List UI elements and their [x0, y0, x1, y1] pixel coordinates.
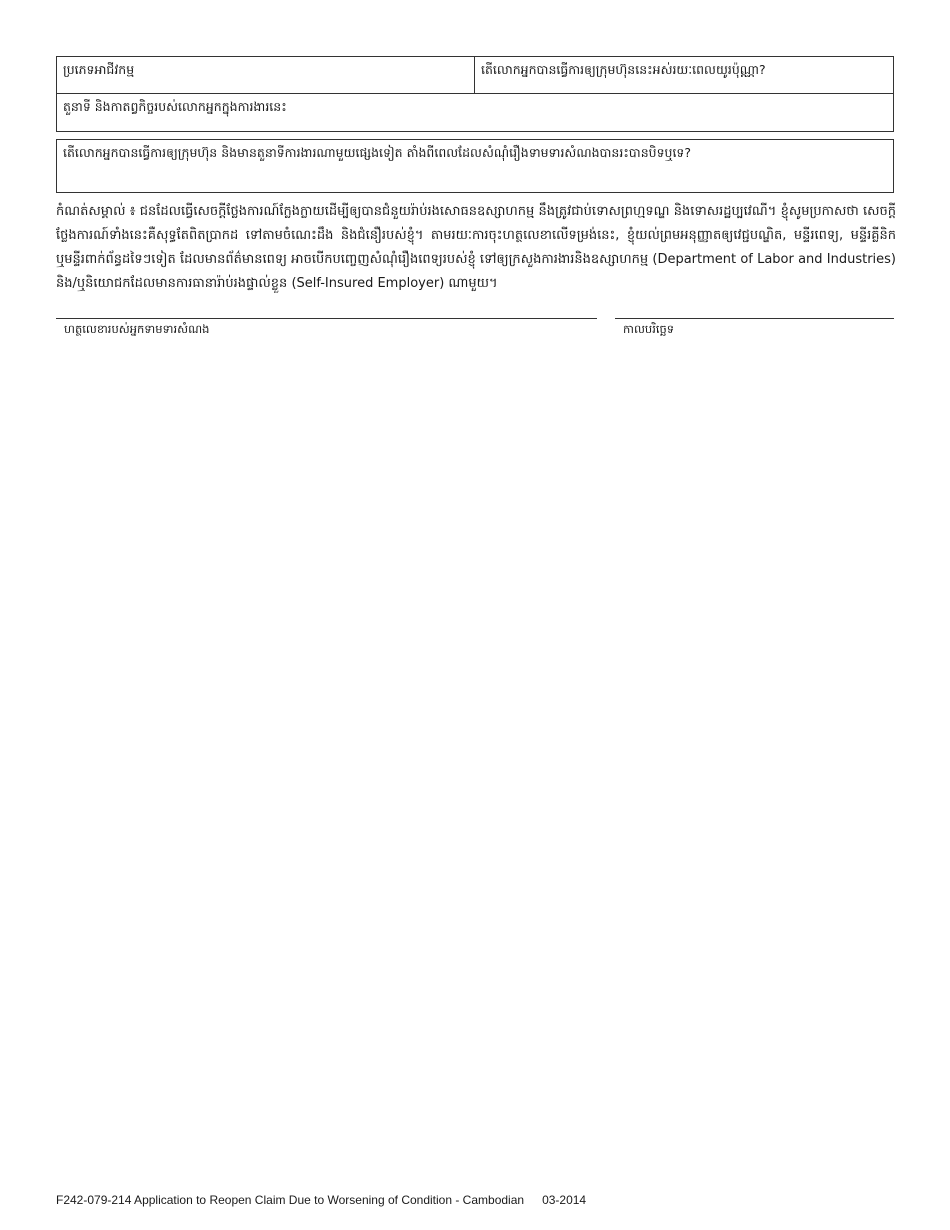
signature-date-label: កាលបរិច្ឆេទ	[623, 322, 675, 336]
other-employment-label: តើលោកអ្នកបានធ្វើការឲ្យក្រុមហ៊ុន និងមានតួនាទីការងារណាមួយផ្សេងទៀត តាំងពីពេលដែលសំណុំរឿងទាមទារសំណងបានរះបានបិទឬទេ?	[63, 145, 691, 160]
occupation-label: ប្រភេទអាជីវកម្ម	[63, 62, 135, 77]
claimant-signature-label: ហត្ថលេខារបស់អ្នកទាមទារសំណង	[64, 322, 210, 336]
employment-duration-label: តើលោកអ្នកបានធ្វើការឲ្យក្រុមហ៊ុននេះអស់រយៈពេលយូរប៉ុណ្ណា?	[481, 62, 766, 77]
occupation-field[interactable]	[57, 57, 475, 93]
job-duties-field[interactable]	[57, 94, 893, 131]
form-footer	[56, 1192, 586, 1208]
claimant-signature-line[interactable]	[56, 318, 597, 337]
employment-duration-field[interactable]	[475, 57, 893, 93]
declaration-text: កំណត់សម្គាល់ ៖ ជនដែលធ្វើសេចក្តីថ្លែងការណ៍ក្លែងក្លាយដើម្បីឲ្យបានជំនួយរ៉ាប់រងសោធនឧស្សាហកម្ម នឹងត្រូវជាប់ទោសព្រហ្មទណ្ឌ និងទោសរដ្ឋប្បវេណី។ ខ្ញុំសូមប្រកាសថា សេចក្តីថ្លែងការណ៍ទាំងនេះគឺសុទ្ធតែពិតប្រាកដ ទៅតាមចំណេះដឹង និងជំនឿរបស់ខ្ញុំ។ តាមរយៈការចុះហត្ថលេខាលើទម្រង់នេះ, ខ្ញុំយល់ព្រមអនុញ្ញាតឲ្យវេជ្ជបណ្ឌិត, មន្ទីរពេទ្យ, មន្ទីរគ្លីនិក ឬមន្ទីរពាក់ព័ន្ធដទៃៗទៀត ដែលមានព័ត៌មានពេទ្យ អាចបើកបញ្ចេញសំណុំរឿងពេទ្យរបស់ខ្ញុំ ទៅឲ្យក្រសួងការងារនិងឧស្សាហកម្ម (Department of Labor and Industries) និង/ឬនិយោជកដែលមានការធានារ៉ាប់រងផ្ទាល់ខ្លួន (Self-Insured Employer) ណាមួយ។	[56, 204, 896, 291]
claim-info-table	[56, 56, 894, 132]
duties-row	[56, 94, 894, 132]
form-revision-date: 03-2014	[542, 1193, 587, 1207]
form-title: F242-079-214 Application to Reopen Claim Due to Worsening of Condition - Cambodian	[56, 1193, 525, 1207]
job-duties-label: តួនាទី និងកាតព្វកិច្ចរបស់លោកអ្នកក្នុងការងារនេះ	[63, 99, 287, 114]
other-employment-field[interactable]	[56, 139, 894, 193]
occupation-duration-row	[56, 56, 894, 94]
signature-date-line[interactable]	[615, 318, 894, 337]
